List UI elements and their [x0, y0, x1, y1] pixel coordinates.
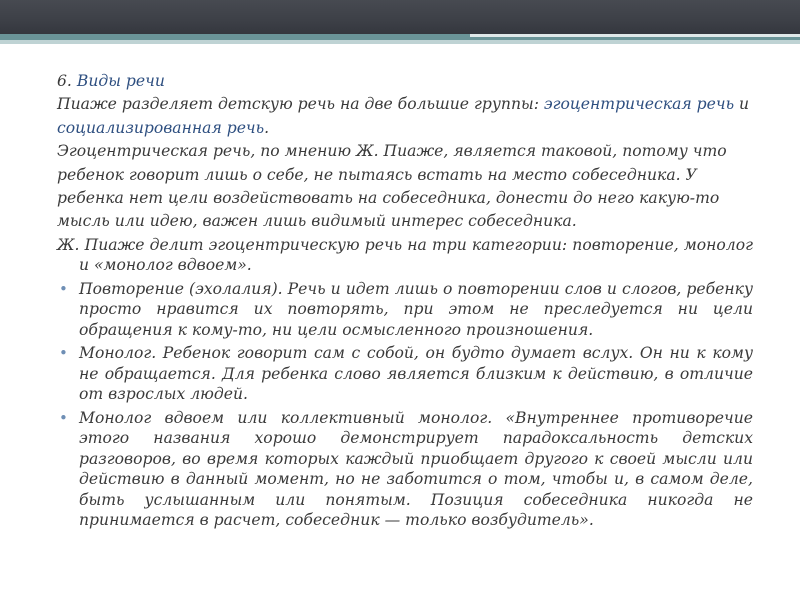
accent-stripe-light: [0, 40, 800, 44]
term-socialized: социализированная речь: [57, 118, 265, 137]
top-banner: [0, 0, 800, 34]
slide-content: [57, 70, 753, 534]
term-egocentric: эгоцентрическая речь: [543, 95, 735, 114]
definition-line-3: ребенка нет цели воздействовать на собеседника, донести до него какую-то: [57, 189, 720, 208]
list-item: [57, 408, 753, 531]
slide-heading: [57, 70, 753, 93]
categories-paragraph: Ж. Пиаже делит эгоцентрическую речь на три категории: повторение, монолог и «монолог вдвоем».: [57, 235, 753, 275]
bullet-text: Повторение (эхолалия). Речь и идет лишь о повторении слов и слогов, ребенку просто нравится их повторять, при этом не преследуется ни цели обращения к кому-то, ни цели осмысленного произношения.: [79, 279, 753, 339]
heading-number: 6.: [57, 72, 72, 90]
list-item: [57, 343, 753, 405]
intro-paragraph: [57, 93, 753, 140]
bullet-text: Монолог вдвоем или коллективный монолог. «Внутреннее противоречие этого названия хорошо демонстрирует парадоксальность детских разговоров, во время которых каждый приобщает другого к своей мысли или действию в данный момент, но не заботится о том, чтобы и, в самом деле, быть услышанным или понятым. Позиция собеседника никогда не принимается в расчет, собеседник — только возбудитель».: [79, 408, 753, 530]
bullet-icon: •: [59, 408, 68, 427]
definition-line-1: Эгоцентрическая речь, по мнению Ж. Пиаже, является таковой, потому что: [57, 142, 727, 161]
definition-line-2: ребенок говорит лишь о себе, не пытаясь встать на место собеседника. У: [57, 165, 697, 184]
list-item: [57, 279, 753, 341]
intro-end: .: [264, 118, 270, 137]
accent-highlight-stripe: [470, 34, 800, 37]
bullet-icon: •: [59, 279, 68, 298]
bullet-icon: •: [59, 344, 68, 363]
heading-title: Виды речи: [76, 72, 165, 90]
intro-text: Пиаже разделяет детскую речь на две большие группы:: [57, 95, 544, 114]
intro-and: и: [734, 95, 750, 114]
category-list: [57, 279, 753, 531]
bullet-text: Монолог. Ребенок говорит сам с собой, он будто думает вслух. Он ни к кому не обращается. Для ребенка слово является близким к действию, в отличие от взрослых людей.: [79, 344, 753, 404]
definition-line-4: мысль или идею, важен лишь видимый интерес собеседника.: [57, 212, 577, 231]
